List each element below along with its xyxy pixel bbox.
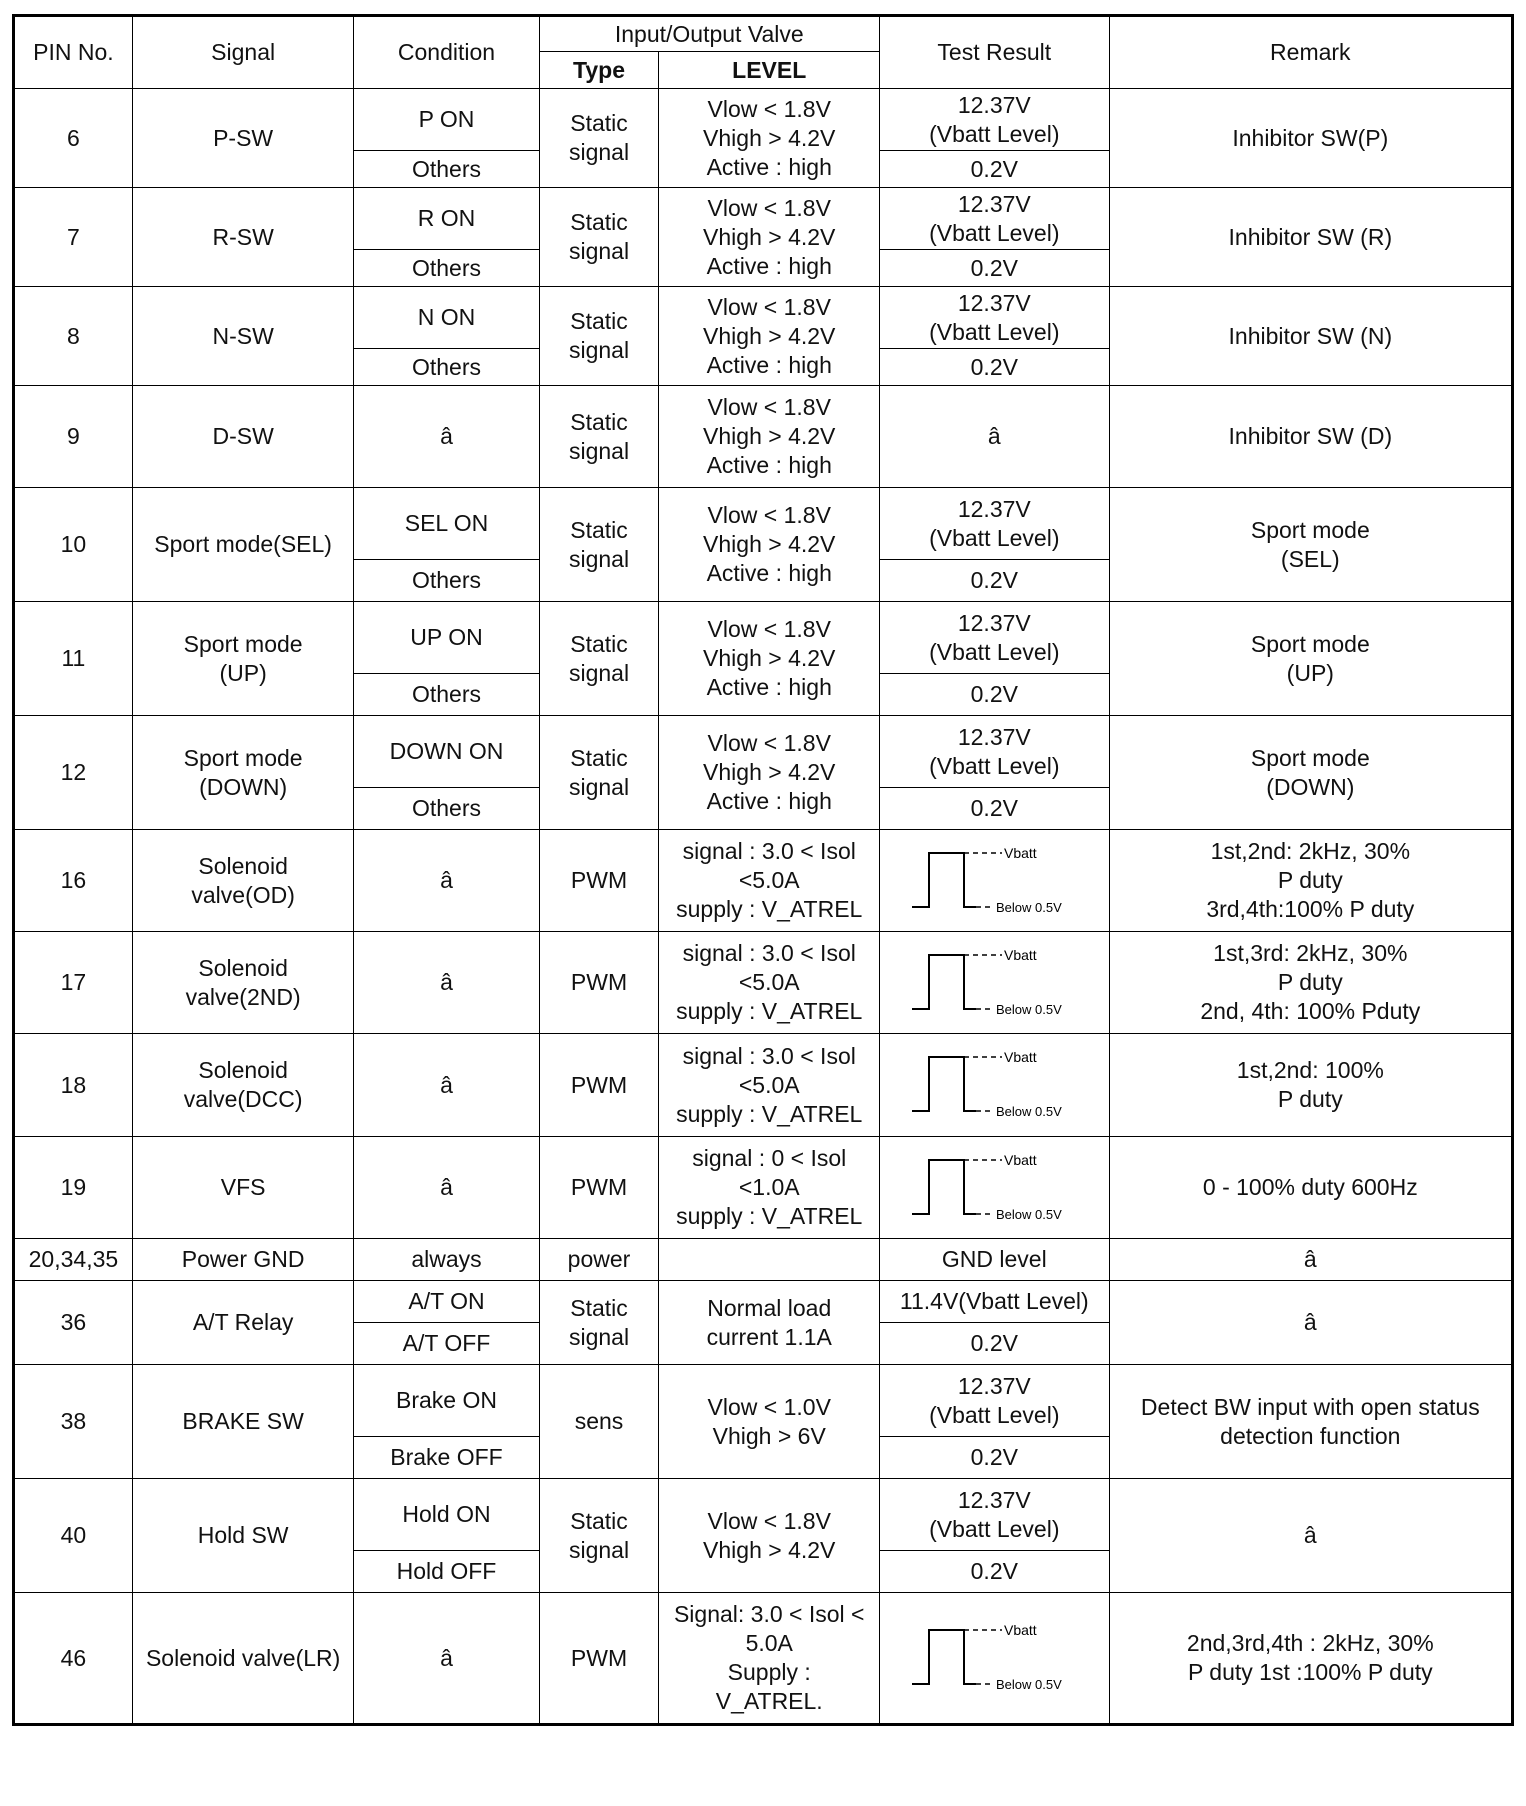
condition-cell: N ON (354, 287, 539, 349)
header-remark: Remark (1109, 16, 1512, 89)
test-result-cell: 12.37V (Vbatt Level) (879, 488, 1109, 560)
remark-cell: 1st,2nd: 100% P duty (1109, 1034, 1512, 1137)
test-result-cell: 0.2V (879, 1437, 1109, 1479)
pin-cell: 12 (14, 716, 133, 830)
test-result-cell: 0.2V (879, 788, 1109, 830)
condition-cell: A/T OFF (354, 1323, 539, 1365)
condition-cell: UP ON (354, 602, 539, 674)
test-result-cell: 12.37V (Vbatt Level) (879, 188, 1109, 250)
remark-cell: Inhibitor SW (D) (1109, 386, 1512, 488)
remark-cell: 1st,3rd: 2kHz, 30% P duty 2nd, 4th: 100% Pduty (1109, 932, 1512, 1034)
condition-cell: Brake ON (354, 1365, 539, 1437)
pin-cell: 10 (14, 488, 133, 602)
level-cell: Vlow < 1.8V Vhigh > 4.2V Active : high (659, 716, 880, 830)
remark-cell: Inhibitor SW (N) (1109, 287, 1512, 386)
pin-cell: 19 (14, 1137, 133, 1239)
waveform-low-label: Below 0.5V (996, 1206, 1063, 1222)
test-result-cell: 11.4V(Vbatt Level) (879, 1281, 1109, 1323)
type-cell: Static signal (539, 1479, 659, 1593)
condition-cell: A/T ON (354, 1281, 539, 1323)
table-row (14, 830, 1513, 932)
pin-cell: 16 (14, 830, 133, 932)
condition-cell: Hold ON (354, 1479, 539, 1551)
condition-cell: â (354, 830, 539, 932)
waveform-high-label: Vbatt (1004, 1622, 1037, 1638)
pwm-waveform-cell (879, 1034, 1109, 1137)
signal-cell: Solenoid valve(2ND) (132, 932, 354, 1034)
remark-cell: Sport mode (UP) (1109, 602, 1512, 716)
remark-cell: â (1109, 1479, 1512, 1593)
waveform-pulse-line (912, 853, 976, 907)
pin-cell: 18 (14, 1034, 133, 1137)
signal-cell: A/T Relay (132, 1281, 354, 1365)
waveform-pulse-line (912, 1630, 976, 1684)
test-result-cell: 12.37V (Vbatt Level) (879, 602, 1109, 674)
condition-cell: Others (354, 788, 539, 830)
type-cell: Static signal (539, 716, 659, 830)
type-cell: Static signal (539, 386, 659, 488)
type-cell: Static signal (539, 89, 659, 188)
pwm-waveform-cell (879, 1593, 1109, 1725)
pin-cell: 7 (14, 188, 133, 287)
condition-cell: DOWN ON (354, 716, 539, 788)
remark-cell: 0 - 100% duty 600Hz (1109, 1137, 1512, 1239)
type-cell: Static signal (539, 287, 659, 386)
table-row (14, 716, 1513, 788)
test-result-cell: 0.2V (879, 151, 1109, 188)
signal-cell: P-SW (132, 89, 354, 188)
level-cell: signal : 0 < Isol <1.0A supply : V_ATREL (659, 1137, 880, 1239)
remark-cell: Sport mode (DOWN) (1109, 716, 1512, 830)
condition-cell: â (354, 1034, 539, 1137)
pwm-waveform-cell (879, 932, 1109, 1034)
table-row (14, 1137, 1513, 1239)
waveform-pulse-line (912, 1057, 976, 1111)
waveform-pulse-line (912, 1160, 976, 1214)
signal-cell: BRAKE SW (132, 1365, 354, 1479)
pin-cell: 6 (14, 89, 133, 188)
type-cell: PWM (539, 1137, 659, 1239)
condition-cell: Others (354, 674, 539, 716)
table-row (14, 1479, 1513, 1551)
condition-cell: Others (354, 250, 539, 287)
remark-cell: Inhibitor SW (R) (1109, 188, 1512, 287)
signal-cell: Hold SW (132, 1479, 354, 1593)
table-row (14, 1034, 1513, 1137)
test-result-cell: 0.2V (879, 250, 1109, 287)
waveform-pulse-line (912, 955, 976, 1009)
type-cell: Static signal (539, 488, 659, 602)
header-pin: PIN No. (14, 16, 133, 89)
remark-cell: 2nd,3rd,4th : 2kHz, 30% P duty 1st :100% P duty (1109, 1593, 1512, 1725)
test-result-cell: GND level (879, 1239, 1109, 1281)
condition-cell: â (354, 386, 539, 488)
remark-cell: Inhibitor SW(P) (1109, 89, 1512, 188)
test-result-cell: 12.37V (Vbatt Level) (879, 89, 1109, 151)
pwm-waveform-diagram (904, 841, 1084, 921)
type-cell: PWM (539, 1593, 659, 1725)
test-result-cell: 0.2V (879, 1323, 1109, 1365)
test-result-cell: 0.2V (879, 349, 1109, 386)
waveform-low-label: Below 0.5V (996, 1677, 1063, 1692)
test-result-cell: 12.37V (Vbatt Level) (879, 716, 1109, 788)
type-cell: sens (539, 1365, 659, 1479)
table-row (14, 89, 1513, 151)
test-result-cell: 12.37V (Vbatt Level) (879, 287, 1109, 349)
pin-cell: 11 (14, 602, 133, 716)
pin-signal-table (12, 14, 1514, 1726)
level-cell: Vlow < 1.0V Vhigh > 6V (659, 1365, 880, 1479)
remark-cell: â (1109, 1281, 1512, 1365)
level-cell: signal : 3.0 < Isol <5.0A supply : V_ATREL (659, 932, 880, 1034)
header-signal: Signal (132, 16, 354, 89)
table-row (14, 386, 1513, 488)
signal-cell: Sport mode (UP) (132, 602, 354, 716)
table-row (14, 602, 1513, 674)
pin-table-container (12, 14, 1514, 1726)
test-result-cell: 0.2V (879, 1551, 1109, 1593)
table-row (14, 932, 1513, 1034)
type-cell: PWM (539, 1034, 659, 1137)
type-cell: Static signal (539, 602, 659, 716)
pin-cell: 17 (14, 932, 133, 1034)
condition-cell: Hold OFF (354, 1551, 539, 1593)
table-row (14, 1365, 1513, 1437)
type-cell: PWM (539, 830, 659, 932)
condition-cell: Others (354, 349, 539, 386)
level-cell: Vlow < 1.8V Vhigh > 4.2V Active : high (659, 287, 880, 386)
pin-cell: 9 (14, 386, 133, 488)
signal-cell: Power GND (132, 1239, 354, 1281)
signal-cell: VFS (132, 1137, 354, 1239)
pin-cell: 40 (14, 1479, 133, 1593)
waveform-low-label: Below 0.5V (996, 1001, 1063, 1017)
waveform-high-label: Vbatt (1004, 1151, 1037, 1168)
condition-cell: P ON (354, 89, 539, 151)
header-row-1 (14, 16, 1513, 52)
signal-cell: D-SW (132, 386, 354, 488)
pin-cell: 46 (14, 1593, 133, 1725)
type-cell: PWM (539, 932, 659, 1034)
level-cell (659, 1239, 880, 1281)
signal-cell: Solenoid valve(DCC) (132, 1034, 354, 1137)
waveform-high-label: Vbatt (1004, 946, 1037, 963)
test-result-cell: 12.37V (Vbatt Level) (879, 1365, 1109, 1437)
signal-cell: N-SW (132, 287, 354, 386)
header-io-valve: Input/Output Valve (539, 16, 879, 52)
header-condition: Condition (354, 16, 539, 89)
remark-cell: Sport mode (SEL) (1109, 488, 1512, 602)
waveform-high-label: Vbatt (1004, 844, 1037, 861)
table-row (14, 1593, 1513, 1725)
level-cell: Vlow < 1.8V Vhigh > 4.2V (659, 1479, 880, 1593)
table-row (14, 1281, 1513, 1323)
signal-cell: Solenoid valve(LR) (132, 1593, 354, 1725)
remark-cell: Detect BW input with open status detection function (1109, 1365, 1512, 1479)
header-level: LEVEL (659, 52, 880, 89)
pwm-waveform-diagram (904, 1148, 1084, 1228)
waveform-low-label: Below 0.5V (996, 1104, 1063, 1119)
level-cell: Vlow < 1.8V Vhigh > 4.2V Active : high (659, 188, 880, 287)
signal-cell: Sport mode (DOWN) (132, 716, 354, 830)
condition-cell: SEL ON (354, 488, 539, 560)
pin-cell: 36 (14, 1281, 133, 1365)
signal-cell: Sport mode(SEL) (132, 488, 354, 602)
level-cell: Vlow < 1.8V Vhigh > 4.2V Active : high (659, 488, 880, 602)
type-cell: power (539, 1239, 659, 1281)
table-row (14, 488, 1513, 560)
waveform-low-label: Below 0.5V (996, 899, 1063, 915)
table-row (14, 287, 1513, 349)
type-cell: Static signal (539, 188, 659, 287)
table-row (14, 1239, 1513, 1281)
condition-cell: â (354, 1593, 539, 1725)
waveform-high-label: Vbatt (1004, 1049, 1037, 1065)
condition-cell: R ON (354, 188, 539, 250)
level-cell: Vlow < 1.8V Vhigh > 4.2V Active : high (659, 386, 880, 488)
header-type: Type (539, 52, 659, 89)
level-cell: Vlow < 1.8V Vhigh > 4.2V Active : high (659, 89, 880, 188)
pwm-waveform-cell (879, 1137, 1109, 1239)
level-cell: signal : 3.0 < Isol <5.0A supply : V_ATREL (659, 1034, 880, 1137)
pin-cell: 8 (14, 287, 133, 386)
test-result-cell: 0.2V (879, 674, 1109, 716)
level-cell: Signal: 3.0 < Isol < 5.0A Supply : V_ATREL. (659, 1593, 880, 1725)
condition-cell: always (354, 1239, 539, 1281)
signal-cell: R-SW (132, 188, 354, 287)
table-row (14, 188, 1513, 250)
pwm-waveform-diagram (904, 1618, 1084, 1698)
condition-cell: Others (354, 560, 539, 602)
condition-cell: â (354, 932, 539, 1034)
pin-cell: 20,34,35 (14, 1239, 133, 1281)
signal-cell: Solenoid valve(OD) (132, 830, 354, 932)
test-result-cell: â (879, 386, 1109, 488)
test-result-cell: 12.37V (Vbatt Level) (879, 1479, 1109, 1551)
remark-cell: 1st,2nd: 2kHz, 30% P duty 3rd,4th:100% P duty (1109, 830, 1512, 932)
condition-cell: Brake OFF (354, 1437, 539, 1479)
condition-cell: Others (354, 151, 539, 188)
header-test-result: Test Result (879, 16, 1109, 89)
pwm-waveform-diagram (904, 943, 1084, 1023)
test-result-cell: 0.2V (879, 560, 1109, 602)
level-cell: signal : 3.0 < Isol <5.0A supply : V_ATREL (659, 830, 880, 932)
type-cell: Static signal (539, 1281, 659, 1365)
remark-cell: â (1109, 1239, 1512, 1281)
pin-cell: 38 (14, 1365, 133, 1479)
condition-cell: â (354, 1137, 539, 1239)
pwm-waveform-cell (879, 830, 1109, 932)
level-cell: Vlow < 1.8V Vhigh > 4.2V Active : high (659, 602, 880, 716)
pwm-waveform-diagram (904, 1045, 1084, 1125)
level-cell: Normal load current 1.1A (659, 1281, 880, 1365)
